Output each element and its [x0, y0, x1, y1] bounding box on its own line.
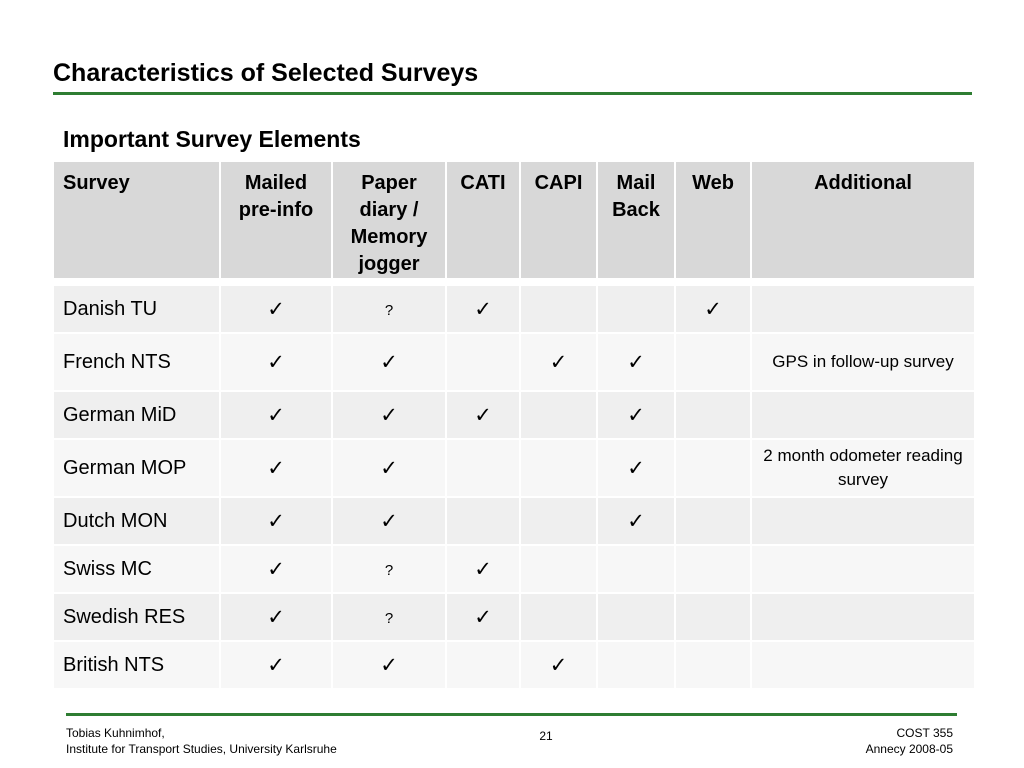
- paper-cell: [332, 641, 446, 689]
- checkmark-icon: ✓: [627, 402, 645, 427]
- survey-name-cell: British NTS: [53, 641, 220, 689]
- mailback-cell: [597, 545, 675, 593]
- capi-cell: [520, 497, 597, 545]
- header-mail-back: Mail Back: [597, 161, 675, 279]
- paper-cell: [332, 545, 446, 593]
- footer-author: Tobias Kuhnimhof,: [66, 726, 165, 740]
- web-cell: [675, 333, 751, 391]
- header-survey: Survey: [53, 161, 220, 279]
- survey-name-cell: Swiss MC: [53, 545, 220, 593]
- cati-cell: [446, 439, 520, 497]
- footer-author-block: [66, 725, 337, 757]
- mailed-cell: [220, 333, 332, 391]
- mailback-cell: [597, 593, 675, 641]
- checkmark-icon: ✓: [627, 349, 645, 374]
- footer-divider: [66, 713, 957, 716]
- checkmark-icon: ✓: [627, 455, 645, 480]
- checkmark-icon: ✓: [267, 508, 285, 533]
- capi-cell: [520, 285, 597, 333]
- checkmark-icon: ✓: [474, 402, 492, 427]
- paper-cell: [332, 333, 446, 391]
- checkmark-icon: ✓: [474, 604, 492, 629]
- paper-cell: [332, 391, 446, 439]
- cati-cell: [446, 593, 520, 641]
- checkmark-icon: ✓: [380, 402, 398, 427]
- web-cell: [675, 641, 751, 689]
- survey-name-cell: Danish TU: [53, 285, 220, 333]
- table-row: [53, 545, 975, 593]
- capi-cell: [520, 545, 597, 593]
- table-row: [53, 641, 975, 689]
- checkmark-icon: ✓: [474, 296, 492, 321]
- survey-name-cell: German MOP: [53, 439, 220, 497]
- survey-name-cell: Swedish RES: [53, 593, 220, 641]
- header-capi: CAPI: [520, 161, 597, 279]
- table-row: [53, 285, 975, 333]
- additional-cell: [751, 641, 975, 689]
- mailed-cell: [220, 545, 332, 593]
- checkmark-icon: ✓: [380, 455, 398, 480]
- slide-title: Characteristics of Selected Surveys: [53, 59, 479, 87]
- cati-cell: [446, 497, 520, 545]
- checkmark-icon: ✓: [627, 508, 645, 533]
- unknown-marker: ?: [384, 301, 394, 319]
- checkmark-icon: ✓: [380, 652, 398, 677]
- web-cell: [675, 593, 751, 641]
- footer-event-block: [866, 725, 953, 757]
- web-cell: [675, 497, 751, 545]
- mailback-cell: [597, 497, 675, 545]
- web-cell: [675, 391, 751, 439]
- table-row: [53, 497, 975, 545]
- capi-cell: [520, 593, 597, 641]
- checkmark-icon: ✓: [380, 349, 398, 374]
- cati-cell: [446, 545, 520, 593]
- checkmark-icon: ✓: [549, 349, 568, 374]
- header-paper-diary: Paper diary / Memory jogger: [332, 161, 446, 279]
- checkmark-icon: ✓: [267, 652, 285, 677]
- footer-place-date: Annecy 2008-05: [865, 742, 953, 756]
- web-cell: [675, 439, 751, 497]
- additional-cell: [751, 497, 975, 545]
- cati-cell: [446, 641, 520, 689]
- mailback-cell: [597, 285, 675, 333]
- mailed-cell: [220, 497, 332, 545]
- checkmark-icon: ✓: [267, 604, 285, 629]
- mailback-cell: [597, 391, 675, 439]
- mailed-cell: [220, 439, 332, 497]
- cati-cell: [446, 391, 520, 439]
- additional-note: GPS in follow-up survey: [772, 352, 954, 371]
- header-cati: CATI: [446, 161, 520, 279]
- cati-cell: [446, 285, 520, 333]
- checkmark-icon: ✓: [704, 296, 722, 321]
- mailed-cell: [220, 285, 332, 333]
- web-cell: [675, 545, 751, 593]
- paper-cell: [332, 439, 446, 497]
- table-header-row: [53, 161, 975, 279]
- survey-table: [52, 160, 976, 690]
- page-number: 21: [539, 729, 553, 743]
- mailed-cell: [220, 641, 332, 689]
- checkmark-icon: ✓: [267, 349, 285, 374]
- capi-cell: [520, 391, 597, 439]
- additional-cell: [751, 333, 975, 391]
- table-row: [53, 593, 975, 641]
- paper-cell: [332, 593, 446, 641]
- additional-cell: [751, 285, 975, 333]
- table-row: [53, 439, 975, 497]
- header-mailed-pre-info: Mailed pre-info: [220, 161, 332, 279]
- paper-cell: [332, 285, 446, 333]
- checkmark-icon: ✓: [267, 296, 285, 321]
- additional-cell: [751, 545, 975, 593]
- capi-cell: [520, 439, 597, 497]
- checkmark-icon: ✓: [474, 556, 492, 581]
- web-cell: [675, 285, 751, 333]
- unknown-marker: ?: [384, 609, 394, 627]
- capi-cell: [520, 641, 597, 689]
- table-row: [53, 333, 975, 391]
- checkmark-icon: ✓: [380, 508, 398, 533]
- mailed-cell: [220, 593, 332, 641]
- cati-cell: [446, 333, 520, 391]
- unknown-marker: ?: [384, 561, 394, 579]
- checkmark-icon: ✓: [267, 556, 285, 581]
- mailed-cell: [220, 391, 332, 439]
- survey-name-cell: German MiD: [53, 391, 220, 439]
- survey-name-cell: Dutch MON: [53, 497, 220, 545]
- additional-cell: [751, 593, 975, 641]
- footer-institute: Institute for Transport Studies, University Karlsruhe: [66, 742, 337, 756]
- title-divider: [53, 92, 972, 95]
- paper-cell: [332, 497, 446, 545]
- survey-name-cell: French NTS: [53, 333, 220, 391]
- footer-event: COST 355: [896, 726, 953, 740]
- additional-cell: [751, 391, 975, 439]
- mailback-cell: [597, 439, 675, 497]
- capi-cell: [520, 333, 597, 391]
- slide-subtitle: Important Survey Elements: [63, 126, 361, 152]
- additional-cell: [751, 439, 975, 497]
- header-web: Web: [675, 161, 751, 279]
- additional-note: 2 month odometer reading survey: [763, 446, 963, 489]
- mailback-cell: [597, 333, 675, 391]
- mailback-cell: [597, 641, 675, 689]
- checkmark-icon: ✓: [267, 402, 285, 427]
- checkmark-icon: ✓: [549, 652, 568, 677]
- table-row: [53, 391, 975, 439]
- header-additional: Additional: [751, 161, 975, 279]
- checkmark-icon: ✓: [267, 455, 285, 480]
